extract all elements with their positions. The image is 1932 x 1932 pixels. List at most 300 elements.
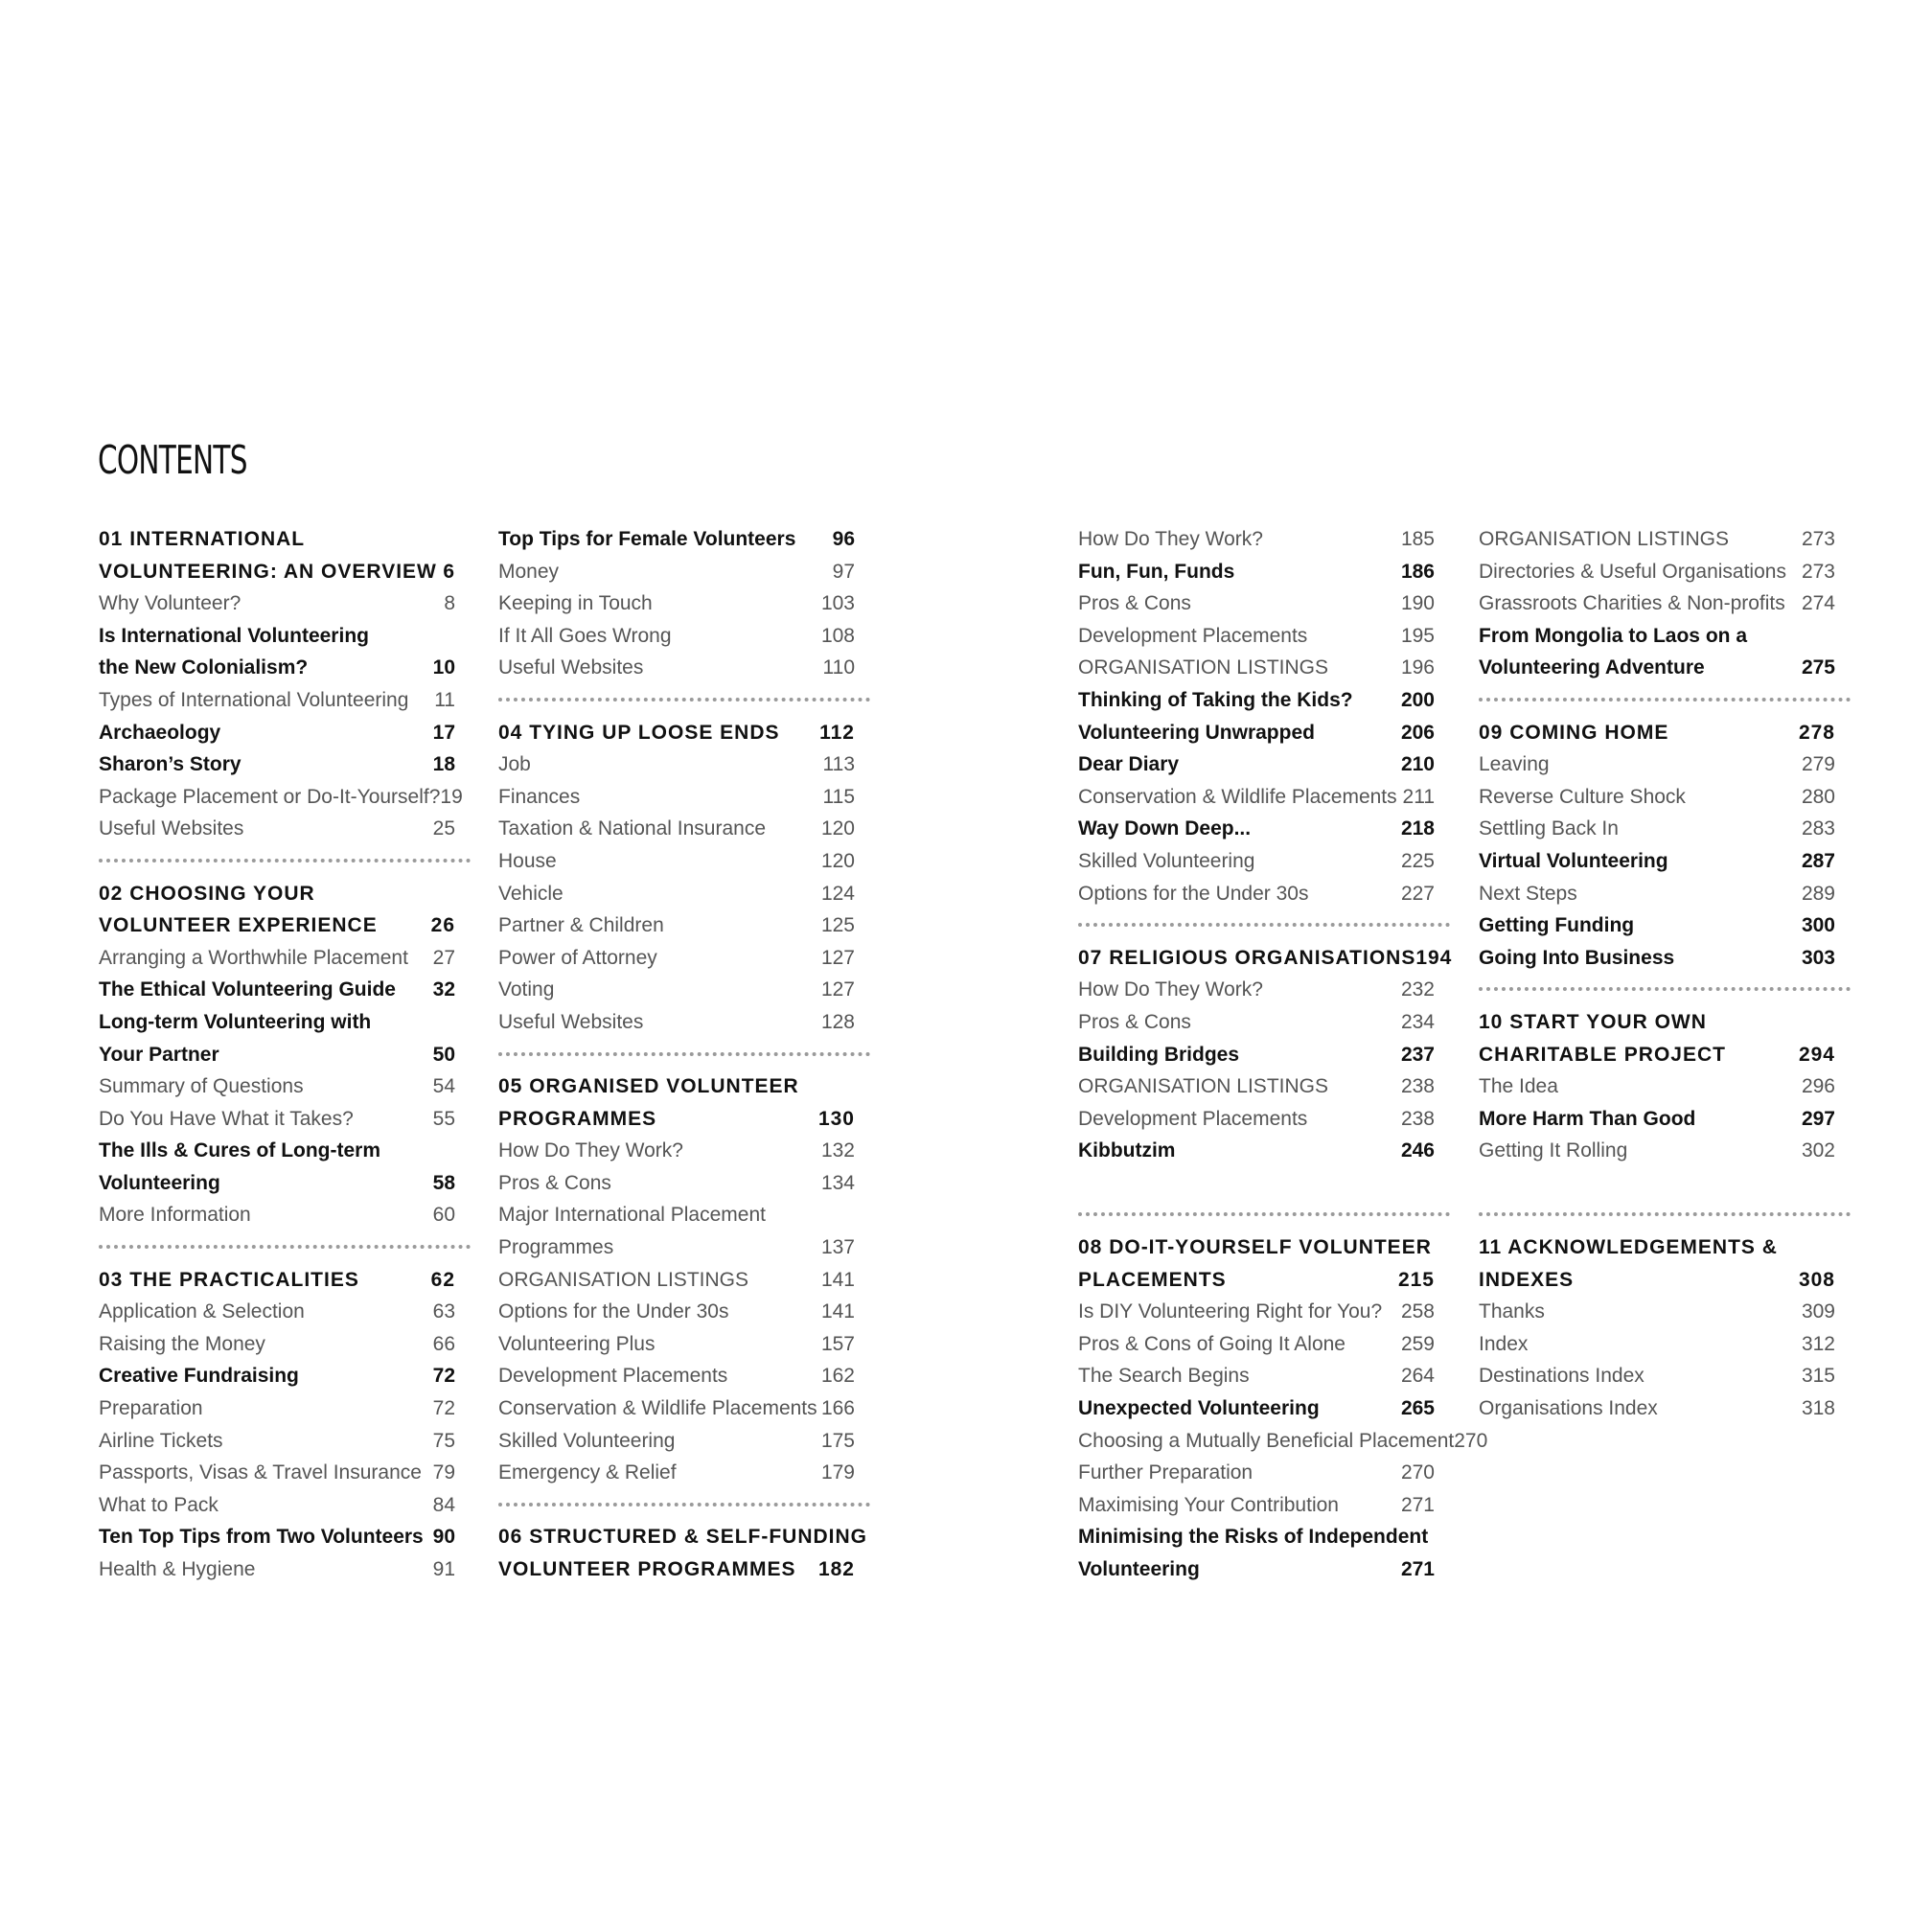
toc-page-number: 8 [444, 592, 455, 615]
toc-entry[interactable] [1078, 974, 1440, 1006]
toc-chapter-heading[interactable] [498, 1070, 861, 1103]
toc-entry-title: Package Placement or Do-It-Yourself? [99, 785, 441, 808]
toc-entry-title: Sharon’s Story [99, 753, 242, 776]
dotted-divider [99, 845, 461, 878]
toc-page-number: 275 [1801, 656, 1835, 679]
dotted-divider [498, 684, 861, 717]
toc-entry[interactable] [498, 974, 861, 1006]
toc-entry[interactable] [1479, 652, 1841, 684]
toc-page-number: 232 [1400, 978, 1435, 1001]
toc-entry[interactable] [498, 523, 861, 556]
toc-entry[interactable] [1078, 845, 1440, 878]
toc-page-number: 312 [1801, 1332, 1835, 1355]
toc-page-number: 296 [1801, 1075, 1835, 1098]
toc-entry[interactable] [99, 1360, 461, 1392]
toc-entry[interactable] [498, 748, 861, 781]
toc-entry-title: Fun, Fun, Funds [1078, 560, 1235, 583]
toc-entry[interactable] [1078, 1521, 1440, 1553]
toc-entry[interactable] [99, 587, 461, 620]
toc-entry-title: Money [498, 560, 560, 583]
toc-entry-title: INDEXES [1479, 1268, 1575, 1291]
toc-entry[interactable] [498, 1425, 861, 1458]
toc-entry-title: Useful Websites [498, 656, 644, 679]
toc-page-number: 238 [1400, 1107, 1435, 1130]
toc-page-number: 162 [820, 1365, 855, 1388]
toc-entry-title: Going Into Business [1479, 946, 1675, 969]
toc-entry-title: Preparation [99, 1397, 203, 1420]
toc-page-number: 141 [820, 1300, 855, 1323]
dotted-divider [1078, 1199, 1440, 1231]
toc-entry[interactable] [99, 781, 461, 814]
toc-page-number: 297 [1801, 1107, 1835, 1130]
toc-entry-title: Unexpected Volunteering [1078, 1397, 1320, 1420]
toc-entry[interactable] [498, 1296, 861, 1328]
toc-entry-title: Partner & Children [498, 914, 664, 937]
toc-entry-title: The Search Begins [1078, 1365, 1250, 1388]
toc-entry[interactable] [99, 1070, 461, 1103]
toc-entry[interactable] [99, 1392, 461, 1425]
toc-page-number: 246 [1400, 1139, 1435, 1162]
toc-entry-title: Conservation & Wildlife Placements [1078, 785, 1397, 808]
toc-entry-title: Index [1479, 1332, 1529, 1355]
toc-entry[interactable] [99, 748, 461, 781]
toc-entry-title: 09 COMING HOME [1479, 721, 1669, 744]
toc-page-number: 137 [820, 1236, 855, 1259]
toc-chapter-heading[interactable] [99, 556, 461, 588]
toc-entry[interactable] [1078, 1103, 1440, 1136]
toc-entry[interactable] [1078, 878, 1440, 910]
toc-entry-title: Programmes [498, 1236, 614, 1259]
toc-entry[interactable] [1479, 1103, 1841, 1136]
toc-chapter-heading[interactable] [99, 878, 461, 910]
toc-entry-title: Taxation & National Insurance [498, 817, 766, 840]
toc-page-number: 26 [430, 914, 455, 937]
toc-entry-title: 10 START YOUR OWN [1479, 1010, 1707, 1033]
toc-entry[interactable] [99, 652, 461, 684]
toc-entry-title: Pros & Cons [1078, 1010, 1191, 1033]
toc-page-number: 127 [820, 946, 855, 969]
toc-chapter-heading[interactable] [498, 1521, 868, 1553]
toc-page-number: 200 [1400, 688, 1435, 711]
toc-chapter-heading[interactable] [99, 1264, 461, 1297]
toc-entry[interactable] [99, 1489, 461, 1522]
toc-entry[interactable] [498, 1264, 861, 1297]
toc-entry[interactable] [498, 845, 861, 878]
toc-page-number: 280 [1801, 785, 1835, 808]
toc-entry[interactable] [498, 620, 861, 653]
toc-page-number: 175 [820, 1429, 855, 1452]
toc-entry[interactable] [99, 942, 461, 975]
toc-entry-title: Settling Back In [1479, 817, 1619, 840]
toc-entry[interactable] [1078, 1039, 1440, 1071]
toc-entry[interactable] [99, 1328, 461, 1361]
toc-page-number: 75 [432, 1429, 455, 1452]
toc-entry-title: Virtual Volunteering [1479, 849, 1668, 872]
toc-entry-title: 02 CHOOSING YOUR [99, 882, 315, 905]
spacer [1479, 1167, 1841, 1200]
toc-entry[interactable] [1078, 556, 1440, 588]
toc-page-number: 271 [1400, 1558, 1435, 1580]
toc-entry[interactable] [99, 1521, 461, 1553]
toc-entry[interactable] [498, 587, 861, 620]
toc-page-number: 283 [1801, 817, 1835, 840]
toc-page-number: 115 [822, 785, 855, 808]
toc-entry-title: Options for the Under 30s [1078, 882, 1309, 905]
toc-entry[interactable] [1479, 781, 1841, 814]
toc-entry-title: House [498, 849, 557, 872]
toc-entry-title: Power of Attorney [498, 946, 657, 969]
toc-page-number: 185 [1400, 528, 1435, 550]
toc-entry[interactable] [1078, 1006, 1440, 1039]
dotted-divider [1479, 684, 1841, 717]
toc-page-number: 279 [1801, 753, 1835, 776]
toc-entry[interactable] [1078, 717, 1440, 749]
toc-page-number: 132 [820, 1139, 855, 1162]
toc-entry-title: Getting Funding [1479, 914, 1635, 937]
toc-entry[interactable] [99, 1457, 461, 1489]
toc-entry[interactable] [1078, 1392, 1440, 1425]
toc-entry[interactable] [1078, 1360, 1440, 1392]
toc-entry[interactable] [1479, 1392, 1841, 1425]
toc-entry-title: Raising the Money [99, 1332, 265, 1355]
toc-page-number: 274 [1801, 592, 1835, 615]
toc-entry[interactable] [1479, 942, 1841, 975]
toc-entry[interactable] [99, 1553, 461, 1586]
toc-entry-title: 08 DO-IT-YOURSELF VOLUNTEER [1078, 1236, 1432, 1259]
toc-entry[interactable] [1479, 748, 1841, 781]
toc-entry-title: ORGANISATION LISTINGS [1479, 528, 1729, 550]
toc-page-number: 211 [1402, 785, 1435, 808]
toc-entry-title: Types of International Volunteering [99, 688, 409, 711]
toc-entry-title: Thinking of Taking the Kids? [1078, 688, 1353, 711]
toc-entry[interactable] [1078, 1328, 1440, 1361]
toc-entry-title: 07 RELIGIOUS ORGANISATIONS [1078, 946, 1416, 969]
toc-entry-title: Development Placements [1078, 624, 1308, 647]
toc-entry-title: Job [498, 753, 531, 776]
toc-entry-title: Choosing a Mutually Beneficial Placement [1078, 1429, 1455, 1452]
toc-entry[interactable] [1479, 587, 1841, 620]
toc-chapter-heading[interactable] [1479, 1231, 1841, 1264]
toc-entry[interactable] [99, 1039, 461, 1071]
toc-entry-title: Further Preparation [1078, 1461, 1254, 1484]
toc-page-number: 63 [432, 1300, 455, 1323]
toc-chapter-heading[interactable] [498, 1103, 861, 1136]
toc-entry[interactable] [1078, 813, 1440, 845]
toc-page-number: 218 [1400, 817, 1435, 840]
toc-chapter-heading[interactable] [1078, 1231, 1440, 1264]
toc-page-number: 6 [443, 560, 455, 583]
toc-page-number: 196 [1400, 656, 1435, 679]
toc-page-number: 120 [820, 817, 855, 840]
toc-entry[interactable] [99, 620, 461, 653]
toc-page-number: 227 [1400, 882, 1435, 905]
toc-page-number: 308 [1798, 1268, 1835, 1291]
toc-entry[interactable] [498, 1457, 861, 1489]
toc-page-number: 237 [1400, 1043, 1435, 1066]
toc-entry[interactable] [99, 1425, 461, 1458]
toc-entry[interactable] [498, 1135, 861, 1167]
toc-entry-title: the New Colonialism? [99, 656, 309, 679]
toc-entry-title: How Do They Work? [1078, 528, 1263, 550]
toc-entry-title: How Do They Work? [498, 1139, 683, 1162]
toc-entry-title: Getting It Rolling [1479, 1139, 1628, 1162]
toc-entry[interactable] [498, 781, 861, 814]
toc-page-number: 273 [1801, 528, 1835, 550]
toc-page-number: 54 [432, 1075, 455, 1098]
toc-page-number: 62 [430, 1268, 455, 1291]
toc-entry-title: More Harm Than Good [1479, 1107, 1696, 1130]
toc-page-number: 66 [432, 1332, 455, 1355]
toc-entry[interactable] [1479, 1296, 1841, 1328]
toc-page-number: 112 [819, 721, 855, 744]
toc-entry-title: Why Volunteer? [99, 592, 242, 615]
toc-entry-title: Pros & Cons [498, 1171, 611, 1194]
toc-entry[interactable] [498, 942, 861, 975]
toc-entry[interactable] [1078, 1296, 1440, 1328]
toc-entry[interactable] [1078, 620, 1440, 653]
toc-entry-title: Destinations Index [1479, 1365, 1644, 1388]
toc-entry[interactable] [1078, 1553, 1440, 1586]
toc-entry-title: Skilled Volunteering [498, 1429, 676, 1452]
toc-entry[interactable] [1078, 748, 1440, 781]
toc-entry-title: Volunteering Plus [498, 1332, 656, 1355]
toc-page-number: 60 [432, 1204, 455, 1227]
toc-chapter-heading[interactable] [1479, 1006, 1841, 1039]
toc-entry-title: Minimising the Risks of Independent [1078, 1526, 1429, 1549]
toc-entry-title: Pros & Cons [1078, 592, 1191, 615]
toc-page-number: 91 [432, 1558, 455, 1580]
toc-entry-title: Vehicle [498, 882, 564, 905]
toc-entry[interactable] [1479, 1328, 1841, 1361]
toc-page-number: 186 [1400, 560, 1435, 583]
toc-entry[interactable] [1078, 652, 1440, 684]
toc-entry-title: VOLUNTEERING: AN OVERVIEW [99, 560, 437, 583]
toc-entry[interactable] [498, 1360, 861, 1392]
toc-entry-title: Way Down Deep... [1078, 817, 1252, 840]
toc-entry[interactable] [498, 1167, 861, 1200]
toc-entry-title: Dear Diary [1078, 753, 1180, 776]
toc-entry-title: 05 ORGANISED VOLUNTEER [498, 1075, 799, 1098]
toc-page-number: 55 [432, 1107, 455, 1130]
toc-page-number: 315 [1801, 1365, 1835, 1388]
toc-entry[interactable] [1078, 1135, 1440, 1167]
toc-entry-title: Pros & Cons of Going It Alone [1078, 1332, 1346, 1355]
toc-entry[interactable] [99, 1296, 461, 1328]
toc-entry-title: 11 ACKNOWLEDGEMENTS & [1479, 1236, 1778, 1259]
toc-entry-title: Options for the Under 30s [498, 1300, 729, 1323]
toc-page-number: 141 [820, 1268, 855, 1291]
toc-entry[interactable] [1078, 587, 1440, 620]
toc-entry[interactable] [1078, 1425, 1488, 1458]
toc-page-number: 25 [432, 817, 455, 840]
toc-page-number: 134 [820, 1171, 855, 1194]
toc-page-number: 125 [820, 914, 855, 937]
toc-entry-title: Development Placements [498, 1365, 728, 1388]
dotted-divider [498, 1489, 861, 1522]
toc-page-number: 259 [1400, 1332, 1435, 1355]
toc-entry-title: Creative Fundraising [99, 1365, 299, 1388]
toc-page-number: 289 [1801, 882, 1835, 905]
toc-page-number: 258 [1400, 1300, 1435, 1323]
toc-entry[interactable] [1078, 684, 1440, 717]
toc-entry-title: Health & Hygiene [99, 1558, 256, 1580]
toc-page-number: 294 [1798, 1043, 1835, 1066]
toc-entry[interactable] [498, 652, 861, 684]
toc-entry-title: Useful Websites [99, 817, 244, 840]
toc-page-number: 309 [1801, 1300, 1835, 1323]
toc-page-number: 210 [1400, 753, 1435, 776]
toc-entry[interactable] [1479, 1360, 1841, 1392]
toc-entry-title: Skilled Volunteering [1078, 849, 1255, 872]
toc-entry[interactable] [1479, 556, 1841, 588]
toc-entry[interactable] [1479, 845, 1841, 878]
toc-page-number: 166 [820, 1397, 855, 1420]
toc-entry[interactable] [498, 1328, 861, 1361]
toc-chapter-heading[interactable] [1479, 1264, 1841, 1297]
toc-entry-title: ORGANISATION LISTINGS [1078, 1075, 1328, 1098]
toc-page-number: 103 [820, 592, 855, 615]
toc-entry-title: Summary of Questions [99, 1075, 304, 1098]
toc-entry[interactable] [1479, 620, 1841, 653]
toc-chapter-heading[interactable] [1078, 1264, 1440, 1297]
toc-page-number: 130 [817, 1107, 855, 1130]
toc-entry[interactable] [99, 974, 461, 1006]
toc-entry[interactable] [99, 1199, 461, 1231]
toc-entry[interactable] [1479, 1070, 1841, 1103]
toc-page-number: 10 [432, 656, 455, 679]
toc-page-number: 97 [832, 560, 855, 583]
toc-page-number: 287 [1801, 849, 1835, 872]
toc-page-number: 190 [1400, 592, 1435, 615]
toc-entry-title: Next Steps [1479, 882, 1577, 905]
toc-page-number: 278 [1798, 721, 1835, 744]
toc-entry[interactable] [1479, 813, 1841, 845]
toc-entry-title: The Idea [1479, 1075, 1558, 1098]
toc-chapter-heading[interactable] [99, 523, 461, 556]
toc-entry[interactable] [1479, 878, 1841, 910]
toc-page-number: 127 [820, 978, 855, 1001]
toc-page-number: 128 [820, 1010, 855, 1033]
toc-entry-title: 01 INTERNATIONAL [99, 528, 306, 550]
toc-page-number: 300 [1801, 914, 1835, 937]
toc-entry-title: Is International Volunteering [99, 624, 369, 647]
toc-entry-title: How Do They Work? [1078, 978, 1263, 1001]
toc-entry[interactable] [498, 556, 861, 588]
toc-entry-title: More Information [99, 1204, 251, 1227]
toc-page-number: 303 [1801, 946, 1835, 969]
toc-entry-title: ORGANISATION LISTINGS [1078, 656, 1328, 679]
toc-entry-title: Directories & Useful Organisations [1479, 560, 1786, 583]
toc-page-number: 50 [432, 1043, 455, 1066]
toc-entry-title: Leaving [1479, 753, 1550, 776]
toc-entry-title: What to Pack [99, 1493, 218, 1516]
toc-chapter-heading[interactable] [1479, 717, 1841, 749]
toc-entry[interactable] [99, 1167, 461, 1200]
toc-entry-title: Conservation & Wildlife Placements [498, 1397, 817, 1420]
toc-entry[interactable] [99, 1103, 461, 1136]
toc-entry[interactable] [1479, 523, 1841, 556]
toc-entry-title: The Ills & Cures of Long-term [99, 1139, 381, 1162]
toc-entry-title: Volunteering [1078, 1558, 1200, 1580]
toc-entry[interactable] [99, 717, 461, 749]
toc-page-number: 225 [1400, 849, 1435, 872]
toc-page-number: 19 [440, 785, 463, 808]
toc-page-number: 234 [1400, 1010, 1435, 1033]
toc-entry[interactable] [498, 813, 861, 845]
toc-entry[interactable] [99, 1135, 461, 1167]
toc-entry-title: Arranging a Worthwhile Placement [99, 946, 408, 969]
toc-entry-title: Emergency & Relief [498, 1461, 677, 1484]
toc-column-2 [498, 523, 868, 1586]
toc-page-number: 179 [820, 1461, 855, 1484]
toc-entry[interactable] [498, 1199, 861, 1231]
toc-page-number: 108 [820, 624, 855, 647]
toc-entry[interactable] [498, 1392, 861, 1425]
toc-entry-title: Your Partner [99, 1043, 219, 1066]
toc-page-number: 264 [1400, 1365, 1435, 1388]
toc-entry[interactable] [1479, 1135, 1841, 1167]
toc-page-number: 72 [432, 1365, 455, 1388]
toc-entry[interactable] [99, 1006, 461, 1039]
toc-entry[interactable] [99, 813, 461, 845]
toc-page-number: 58 [432, 1171, 455, 1194]
toc-page-number: 194 [1415, 946, 1453, 969]
toc-entry[interactable] [498, 909, 861, 942]
toc-page-number: 18 [432, 753, 455, 776]
toc-page-number: 302 [1801, 1139, 1835, 1162]
toc-entry-title: Volunteering [99, 1171, 220, 1194]
toc-entry-title: If It All Goes Wrong [498, 624, 672, 647]
toc-page-number: 84 [432, 1493, 455, 1516]
toc-chapter-heading[interactable] [498, 1553, 861, 1586]
toc-entry-title: Long-term Volunteering with [99, 1010, 372, 1033]
dotted-divider [1479, 1199, 1841, 1231]
toc-entry-title: Grassroots Charities & Non-profits [1479, 592, 1785, 615]
toc-chapter-heading[interactable] [1078, 942, 1453, 975]
toc-entry[interactable] [498, 1006, 861, 1039]
toc-entry-title: Major International Placement [498, 1204, 766, 1227]
toc-entry-title: Airline Tickets [99, 1429, 223, 1452]
toc-entry-title: Thanks [1479, 1300, 1545, 1323]
toc-entry[interactable] [498, 878, 861, 910]
toc-chapter-heading[interactable] [1479, 1039, 1841, 1071]
toc-entry[interactable] [1078, 1457, 1440, 1489]
toc-page-number: 270 [1454, 1429, 1488, 1452]
toc-entry-title: Maximising Your Contribution [1078, 1493, 1339, 1516]
toc-entry-title: Reverse Culture Shock [1479, 785, 1686, 808]
toc-page-number: 273 [1801, 560, 1835, 583]
toc-entry-title: Archaeology [99, 721, 221, 744]
toc-entry-title: 04 TYING UP LOOSE ENDS [498, 721, 780, 744]
toc-entry[interactable] [1479, 909, 1841, 942]
toc-entry[interactable] [1078, 1489, 1440, 1522]
toc-page-number: 182 [817, 1558, 855, 1580]
toc-entry-title: Ten Top Tips from Two Volunteers [99, 1526, 424, 1549]
toc-chapter-heading[interactable] [498, 717, 861, 749]
toc-entry-title: Passports, Visas & Travel Insurance [99, 1461, 422, 1484]
toc-chapter-heading[interactable] [99, 909, 461, 942]
toc-column-3 [1078, 523, 1488, 1586]
toc-entry-title: Top Tips for Female Volunteers [498, 528, 796, 550]
toc-entry[interactable] [498, 1231, 861, 1264]
toc-entry[interactable] [99, 684, 461, 717]
toc-entry-title: PLACEMENTS [1078, 1268, 1227, 1291]
toc-entry-title: Is DIY Volunteering Right for You? [1078, 1300, 1383, 1323]
toc-entry[interactable] [1078, 781, 1440, 814]
toc-page-number: 157 [820, 1332, 855, 1355]
toc-entry[interactable] [1078, 1070, 1440, 1103]
toc-entry[interactable] [1078, 523, 1440, 556]
